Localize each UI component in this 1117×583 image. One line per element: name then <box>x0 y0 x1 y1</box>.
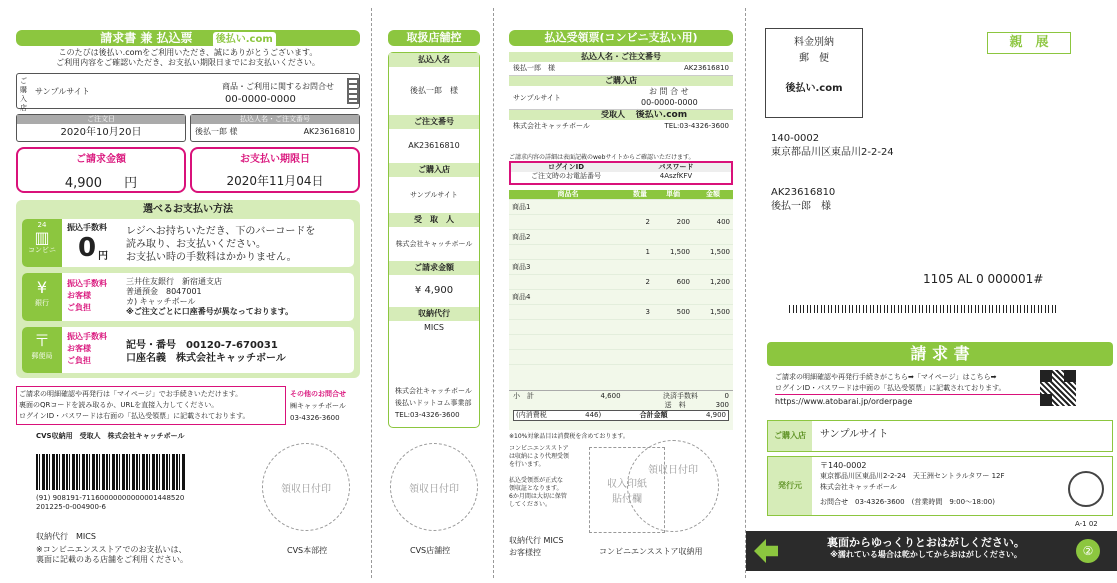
peel-text1: 裏面からゆっくりとおはがしください。 <box>827 536 1025 549</box>
agent-label: 収納代行 <box>389 307 479 321</box>
receiver-label: 受 取 人 <box>389 213 479 227</box>
due-date-box <box>190 147 360 193</box>
postage-box <box>765 28 863 118</box>
arrow-left-icon <box>754 539 778 563</box>
fee: 0 <box>724 392 729 400</box>
atobarai-logo: 後払い.com <box>213 32 276 48</box>
conv-fee-label: 振込手数料 <box>67 223 107 232</box>
revenue-stamp-area: 収入印紙 貼付欄 <box>589 447 665 533</box>
mypage-notice: ご請求の明細確認や再発行は「マイページ」でお手続きいただけます。 裏面のQRコードを読み取るか、URLを直接入力してください。 ログインID・パスワードは右面の「払込受領票」に記載されております。 <box>16 386 286 425</box>
zip: 140-0002 <box>771 133 820 144</box>
issuer-row <box>767 456 1113 516</box>
recipient <box>771 186 835 214</box>
barcode <box>36 454 186 490</box>
item-amount: 400 <box>716 217 730 226</box>
bank-fee-text1: お客様 <box>67 291 91 300</box>
issuer-name: 株式会社キャッチボール <box>820 483 897 491</box>
store-copy-title: 取扱店舗控 <box>388 30 480 46</box>
inquiry-tel: 00-0000-0000 <box>225 94 296 105</box>
page-number: ② <box>1076 539 1100 563</box>
item-amount: 1,500 <box>709 307 730 316</box>
slip-title: 請求書 兼 払込票 <box>100 31 193 45</box>
store-name: サンプルサイト <box>35 87 90 96</box>
receipt-agent: 収納代行 MICS お客様控 <box>509 536 564 557</box>
receipt-store-label: ご購入店 <box>509 76 733 86</box>
issuer-tel: お問合せ 03-4326-3600 (営業時間 9:00～18:00) <box>820 498 995 506</box>
col-amount: 金額 <box>706 190 720 198</box>
inquiry-label: 商品・ご利用に関するお問合せ <box>222 82 334 91</box>
cvs-receiver: CVS収納用 受取人 株式会社キャッチボール <box>36 432 185 440</box>
address: 東京都品川区東品川2-2-24 <box>771 147 894 158</box>
invoice-payment-slip <box>0 0 371 583</box>
issuer-store: サンプルサイト <box>820 429 889 440</box>
slip-title-bar <box>16 30 360 46</box>
fold-line <box>371 8 372 578</box>
conv-text2: 読み取り、お支払いください。 <box>126 239 266 250</box>
item-price: 600 <box>676 277 690 286</box>
amount-unit: 円 <box>124 176 138 191</box>
recipient-name: 後払一郎 様 <box>771 201 831 212</box>
receipt-receiver-label: 受取人 後払い.com <box>509 110 733 120</box>
bank-line1: 三井住友銀行 新宿通支店 <box>126 277 222 286</box>
receipt-store: サンプルサイト <box>513 94 561 102</box>
atobarai-logo: 後払い.com <box>635 110 688 120</box>
due-date: 2020年11月04日 <box>226 174 324 188</box>
fold-line <box>745 8 746 578</box>
invoice-title: 請 求 書 <box>767 342 1113 366</box>
due-label: お支払い期限日 <box>240 154 310 165</box>
table-row <box>509 229 733 244</box>
payment-receipt <box>505 0 737 583</box>
subtotal: 4,600 <box>600 392 621 400</box>
agent: MICS <box>424 323 444 332</box>
mailing-face <box>755 0 1117 583</box>
footer-division: 後払いドットコム事業部 <box>395 399 472 407</box>
bank-line4: ※ご注文ごとに口座番号が異なっております。 <box>126 307 294 316</box>
bank-fee-label: 振込手数料 <box>67 279 107 288</box>
table-row <box>509 214 733 229</box>
item-qty: 1 <box>645 247 650 256</box>
password-label: パスワード <box>658 163 694 171</box>
sort-code: 1105 AL 0 000001# <box>923 272 1044 286</box>
password-value: 4AszfKFV <box>659 172 693 180</box>
post-line2: 口座名義 株式会社キャッチボール <box>126 353 286 364</box>
table-row <box>509 334 733 349</box>
item-amount: 1,200 <box>709 277 730 286</box>
customer-name: 後払一郎 様 <box>195 127 238 136</box>
store-copy <box>380 0 485 583</box>
item-name: 商品1 <box>512 202 531 211</box>
bank-icon: ¥ 銀行 <box>22 273 62 321</box>
table-row <box>509 304 733 319</box>
order-no: AK23616810 <box>408 141 460 150</box>
store-box <box>16 73 360 112</box>
shipping-label: 送 料 <box>664 401 686 409</box>
issuer-store-label: ご購入店 <box>768 421 812 451</box>
order-no-label: ご注文番号 <box>389 115 479 129</box>
postal-barcode <box>789 305 1057 313</box>
table-row <box>509 349 733 364</box>
cvs-notes: コンビニエンスストア は収納により代理受領 を行います。 払込受領票が正式な 領収証となります。 6か月間は大切に保管 してください。 <box>509 445 570 508</box>
conv-text1: レジへお持ちいただき、下のバーコードを <box>126 226 316 237</box>
atobarai-logo: 後払い.com <box>785 83 843 94</box>
store-label: ご購入店 <box>389 163 479 177</box>
footer-tel: TEL:03-4326-3600 <box>395 411 460 419</box>
item-price: 200 <box>676 217 690 226</box>
conv-text3: お支払い時の手数料はかかりません。 <box>126 252 297 263</box>
confidential-label: 親 展 <box>987 32 1071 54</box>
cvs-note: ※コンビニエンスストアでのお支払いは、 裏面に記載のある店舗をご利用ください。 <box>36 545 188 564</box>
bank-line2: 普通預金 8047001 <box>126 287 202 296</box>
amount-value: 4,900 <box>64 176 103 191</box>
amount-box <box>16 147 186 193</box>
post-method: 〒 郵便局 振込手数料 お客様 ご負担 記号・番号 00120-7-670031 口座名義 株式会社キャッチボール <box>22 327 354 373</box>
fee-label: 決済手数料 <box>663 392 699 400</box>
qr-code[interactable] <box>1040 370 1076 406</box>
order-date: 2020年10月20日 <box>60 127 142 138</box>
item-price: 1,500 <box>669 247 690 256</box>
receipt-receiver-tel: TEL:03-4326-3600 <box>664 122 729 130</box>
receipt-date-stamp: 領収日付印 <box>262 443 350 531</box>
item-name: 商品3 <box>512 262 531 271</box>
issuer-zip: 〒140-0002 <box>820 461 867 470</box>
peel-banner <box>746 531 1117 571</box>
intro-text: このたびは後払い.comをご利用いただき、誠にありがとうございます。 ご利用内容をご確認いただき、お支払い期限日までにお支払いください。 <box>56 48 320 67</box>
issuer-address: 東京都品川区東品川2-2-24 天王洲セントラルタワー 12F <box>820 472 1005 480</box>
amount: ¥ 4,900 <box>414 285 454 296</box>
login-label: ログインID <box>547 163 585 171</box>
item-amount: 1,500 <box>709 247 730 256</box>
doc-code: A-1 02 <box>1075 520 1098 528</box>
postage1: 料金別納 <box>794 37 834 48</box>
store-row <box>767 420 1113 452</box>
col-price: 単価 <box>666 190 680 198</box>
items-table <box>509 190 733 430</box>
stamp-caption: CVS本部控 <box>287 546 328 555</box>
amount-label: ご請求金額 <box>389 261 479 275</box>
web-note: ご請求内容の詳細は表面記載のwebサイトからご確認いただけます。 <box>509 154 695 161</box>
receipt-header <box>509 52 733 150</box>
subtotal-label: 小 計 <box>513 392 534 400</box>
peel-text2: ※濡れている場合は乾かしてからおはがしください。 <box>830 550 1022 559</box>
conv-icon: 24 ▥ コンビニ <box>22 219 62 267</box>
table-row <box>509 364 733 379</box>
col-item: 商品名 <box>557 190 579 198</box>
store: サンプルサイト <box>410 191 458 199</box>
bank-method <box>22 273 354 321</box>
item-name: 商品4 <box>512 292 531 301</box>
col-qty: 数量 <box>633 190 647 198</box>
table-row <box>509 289 733 304</box>
conv-fee-value: 0 <box>78 233 97 263</box>
item-qty: 2 <box>645 217 650 226</box>
mypage-url: https://www.atobarai.jp/orderpage <box>775 397 913 406</box>
bank-fee-text2: ご負担 <box>67 303 91 312</box>
table-row <box>509 259 733 274</box>
tax: 446) <box>585 411 602 419</box>
shipping: 300 <box>715 401 729 409</box>
table-row <box>509 244 733 259</box>
customer-box <box>190 114 360 142</box>
post-office-icon: 〒 郵便局 <box>22 327 62 373</box>
store-date-stamp: 領収日付印 <box>390 443 478 531</box>
receipt-title: 払込受領票(コンビニ支払い用) <box>509 30 733 46</box>
item-qty: 3 <box>645 307 650 316</box>
receipt-payer: 後払一郎 様 <box>513 64 555 72</box>
receipt-order-no: AK23616810 <box>683 64 729 72</box>
payer-label: 払込人名 <box>389 53 479 67</box>
invoice-notice: ご請求の明細確認や再発行手続きがこちら➡「マイページ」はこちら➡ ログインID・パスワードは中面の「払込受領票」に記載されております。 https://www.atobarai.jp/orderpage <box>775 372 1045 407</box>
postage2: 郵 便 <box>799 53 829 64</box>
conv-fee-unit: 円 <box>98 251 108 262</box>
table-row <box>509 319 733 334</box>
receipt-receiver: 株式会社キャッチボール <box>513 122 590 130</box>
store-label: ご購入店 <box>20 77 27 112</box>
barcode-number: (91) 908191-71160000000000001448520 201225-0-004900-6 <box>36 494 185 511</box>
methods-title: 選べるお支払い方法 <box>143 204 233 215</box>
table-row <box>509 199 733 214</box>
issuer-label: 発行元 <box>768 457 812 515</box>
post-line1: 記号・番号 00120-7-670031 <box>126 340 278 351</box>
order-date-box <box>16 114 186 142</box>
tax-note: ※10%対象品目は消費税を含めております。 <box>509 433 629 440</box>
store-stamp-caption: CVS店舗控 <box>410 546 451 555</box>
bank-line3: カ) キャッチボール <box>126 297 196 306</box>
item-name: 商品2 <box>512 232 531 241</box>
amount-label: ご請求金額 <box>76 154 126 165</box>
item-price: 500 <box>676 307 690 316</box>
recipient-address <box>771 132 894 160</box>
item-qty: 2 <box>645 277 650 286</box>
agent: 収納代行 MICS <box>36 532 96 541</box>
footer-company: 株式会社キャッチボール <box>395 387 472 395</box>
fold-line <box>493 8 494 578</box>
total-label: 合計金額 <box>639 411 668 419</box>
payer: 後払一郎 様 <box>410 86 458 95</box>
other-inquiry: その他のお問合せ ㈱キャッチボール 03-4326-3600 <box>290 390 346 422</box>
table-row <box>509 274 733 289</box>
recipient-order-no: AK23616810 <box>771 187 836 198</box>
cvs-caption: コンビニエンスストア収納用 <box>599 547 703 556</box>
receipt-date-stamp: 領収日付印 <box>627 440 719 532</box>
privacy-mark-icon <box>1068 471 1104 507</box>
receiver: 株式会社キャッチボール <box>395 240 473 248</box>
receipt-inquiry-tel: 00-0000-0000 <box>641 98 698 107</box>
login-box <box>509 161 733 185</box>
login-value: ご注文時のお電話番号 <box>531 172 601 180</box>
phone-icon <box>347 78 359 104</box>
order-number: AK23616810 <box>303 127 355 136</box>
receipt-payer-label: 払込人名・ご注文番号 <box>509 52 733 62</box>
order-date-label: ご注文日 <box>17 115 185 124</box>
store-copy-box <box>388 52 480 428</box>
conv-method <box>22 219 354 267</box>
customer-label: 払込人名・ご注文番号 <box>191 115 359 124</box>
total: 4,900 <box>705 411 726 419</box>
receipt-inquiry-label: お 問 合 せ <box>649 87 689 96</box>
tax-label: (内消費税 <box>516 411 547 419</box>
